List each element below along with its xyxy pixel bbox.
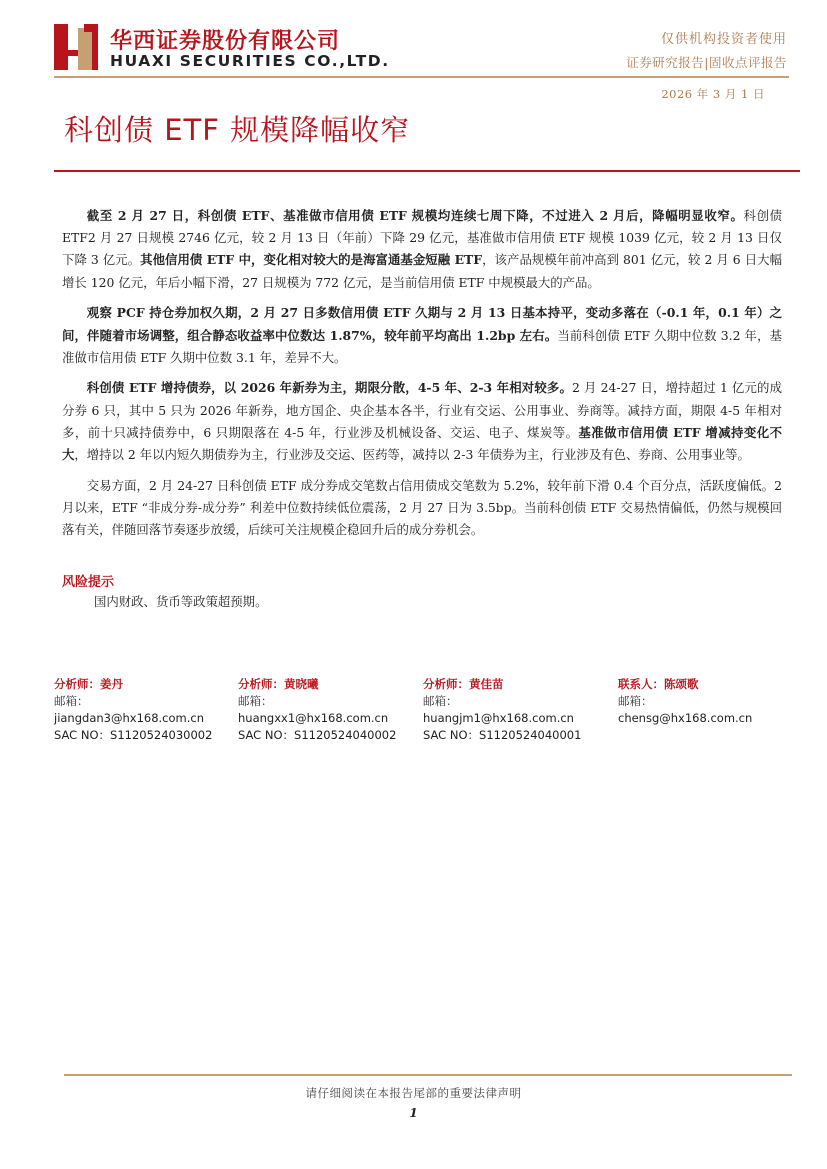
- analyst-name: 分析师：姜丹: [54, 677, 123, 691]
- email-label: 邮箱：: [618, 694, 653, 708]
- paragraph-3: [62, 377, 782, 466]
- analyst-name: 分析师：黄晓曦: [238, 677, 319, 691]
- analyst-email: jiangdan3@hx168.com.cn: [54, 711, 205, 725]
- page-number: 1: [409, 1106, 418, 1120]
- paragraph-1-text-2: ，该产品规模年前冲高到 801 亿元，较 2 月 6 日大幅增长 120 亿元，年后小幅下滑，27 日规模为 772 亿元，是当前信用债 ETF 中规模最大的产品。: [62, 252, 782, 290]
- analyst-sac-number: SAC NO：S1120524040001: [423, 728, 582, 742]
- paragraph-3-text-2: ，增持以 2 年以内短久期债券为主，行业涉及交运、医药等，减持以 2-3 年债券为主，行业涉及有色、券商、公用事业等。: [74, 447, 750, 463]
- risk-text: 国内财政、货币等政策超预期。: [94, 594, 268, 609]
- analyst-card: [54, 676, 244, 744]
- contact-name: 联系人：陈颂歌: [618, 677, 699, 691]
- audience-note: 仅供机构投资者使用: [660, 32, 787, 47]
- paragraph-3-highlight: 基准做市信用债 ETF 增减持变化不大: [62, 424, 782, 463]
- analyst-name: 分析师：黄佳苗: [423, 677, 504, 691]
- report-date: 2026 年 3 月 1 日: [661, 87, 765, 101]
- email-label: 邮箱：: [238, 694, 273, 708]
- email-label: 邮箱：: [423, 694, 458, 708]
- title-divider: [54, 170, 800, 172]
- paragraph-3-lead: 科创债 ETF 增持债券，以 2026 年新券为主，期限分散，4-5 年、2-3 年相对较多。: [86, 380, 573, 396]
- footer-divider: [64, 1074, 792, 1076]
- analyst-sac-number: SAC NO：S1120524030002: [54, 728, 213, 742]
- analyst-card: [423, 676, 613, 744]
- analyst-card: [238, 676, 428, 744]
- page-title: 科创债 ETF 规模降幅收窄: [64, 113, 411, 147]
- company-name-en: HUAXI SECURITIES CO.,LTD.: [110, 52, 390, 70]
- paragraph-2-text: 当前科创债 ETF 久期中位数 3.2 年，基准做市信用债 ETF 久期中位数 3.1 年，差异不大。: [62, 327, 782, 365]
- paragraph-4-text: 交易方面，2 月 24-27 日科创债 ETF 成分券成交笔数占信用债成交笔数为 5.2%，较年前下滑 0.4 个百分点，活跃度偏低。2 月以来，ETF “非成分券-成分券” 利差中位数持续低位震荡，2 月 27 日为 3.5bp。当前科创债 ETF 交易热情偏低，仍然与规模回落有关，伴随回落节奏逐步放缓，后续可关注规模企稳回升后的成分券机会。: [62, 477, 782, 538]
- paragraph-3-text: 2 月 24-27 日，增持超过 1 亿元的成分券 6 只，其中 5 只为 2026 年新券，地方国企、央企基本各半，行业有交运、公用事业、券商等。减持方面，期限 4-5 年相对多，前十只减持债券中，6 只期限落在 4-5 年，行业涉及机械设备、交运、电子、煤炭等。: [62, 380, 782, 440]
- report-body: [62, 205, 782, 550]
- analyst-sac-number: SAC NO：S1120524040002: [238, 728, 397, 742]
- paragraph-4: [62, 475, 782, 542]
- email-label: 邮箱：: [54, 694, 89, 708]
- paragraph-2-lead: 观察 PCF 持仓券加权久期，2 月 27 日多数信用债 ETF 久期与 2 月 13 日基本持平，变动多落在（-0.1 年，0.1 年）之间，伴随着市场调整，组合静态收益率中位数达 1.87%，较年前平均高出 1.2bp 左右。: [62, 305, 782, 343]
- huaxi-logo-icon: [54, 24, 98, 70]
- paragraph-1-lead: 截至 2 月 27 日，科创债 ETF、基准做市信用债 ETF 规模均连续七周下降，不过进入 2 月后，降幅明显收窄。: [86, 208, 744, 223]
- analyst-email: huangxx1@hx168.com.cn: [238, 711, 389, 725]
- legal-disclaimer-note: 请仔细阅读在本报告尾部的重要法律声明: [305, 1086, 522, 1100]
- company-name-cn: 华西证券股份有限公司: [110, 29, 341, 54]
- paragraph-2: [62, 302, 782, 369]
- contact-email: chensg@hx168.com.cn: [618, 711, 753, 725]
- header-divider: [54, 76, 789, 78]
- report-category: 证券研究报告|固收点评报告: [626, 55, 787, 70]
- analyst-email: huangjm1@hx168.com.cn: [423, 711, 574, 725]
- risk-heading: 风险提示: [62, 575, 115, 590]
- paragraph-1-highlight: 其他信用债 ETF 中，变化相对较大的是海富通基金短融 ETF: [140, 252, 483, 268]
- paragraph-1: [62, 205, 782, 294]
- contact-card: [618, 676, 788, 727]
- paragraph-1-text: 科创债 ETF2 月 27 日规模 2746 亿元，较 2 月 13 日（年前）下降 29 亿元，基准做市信用债 ETF 规模 1039 亿元，较 2 月 13 日仅下降 3 亿元。: [62, 208, 783, 268]
